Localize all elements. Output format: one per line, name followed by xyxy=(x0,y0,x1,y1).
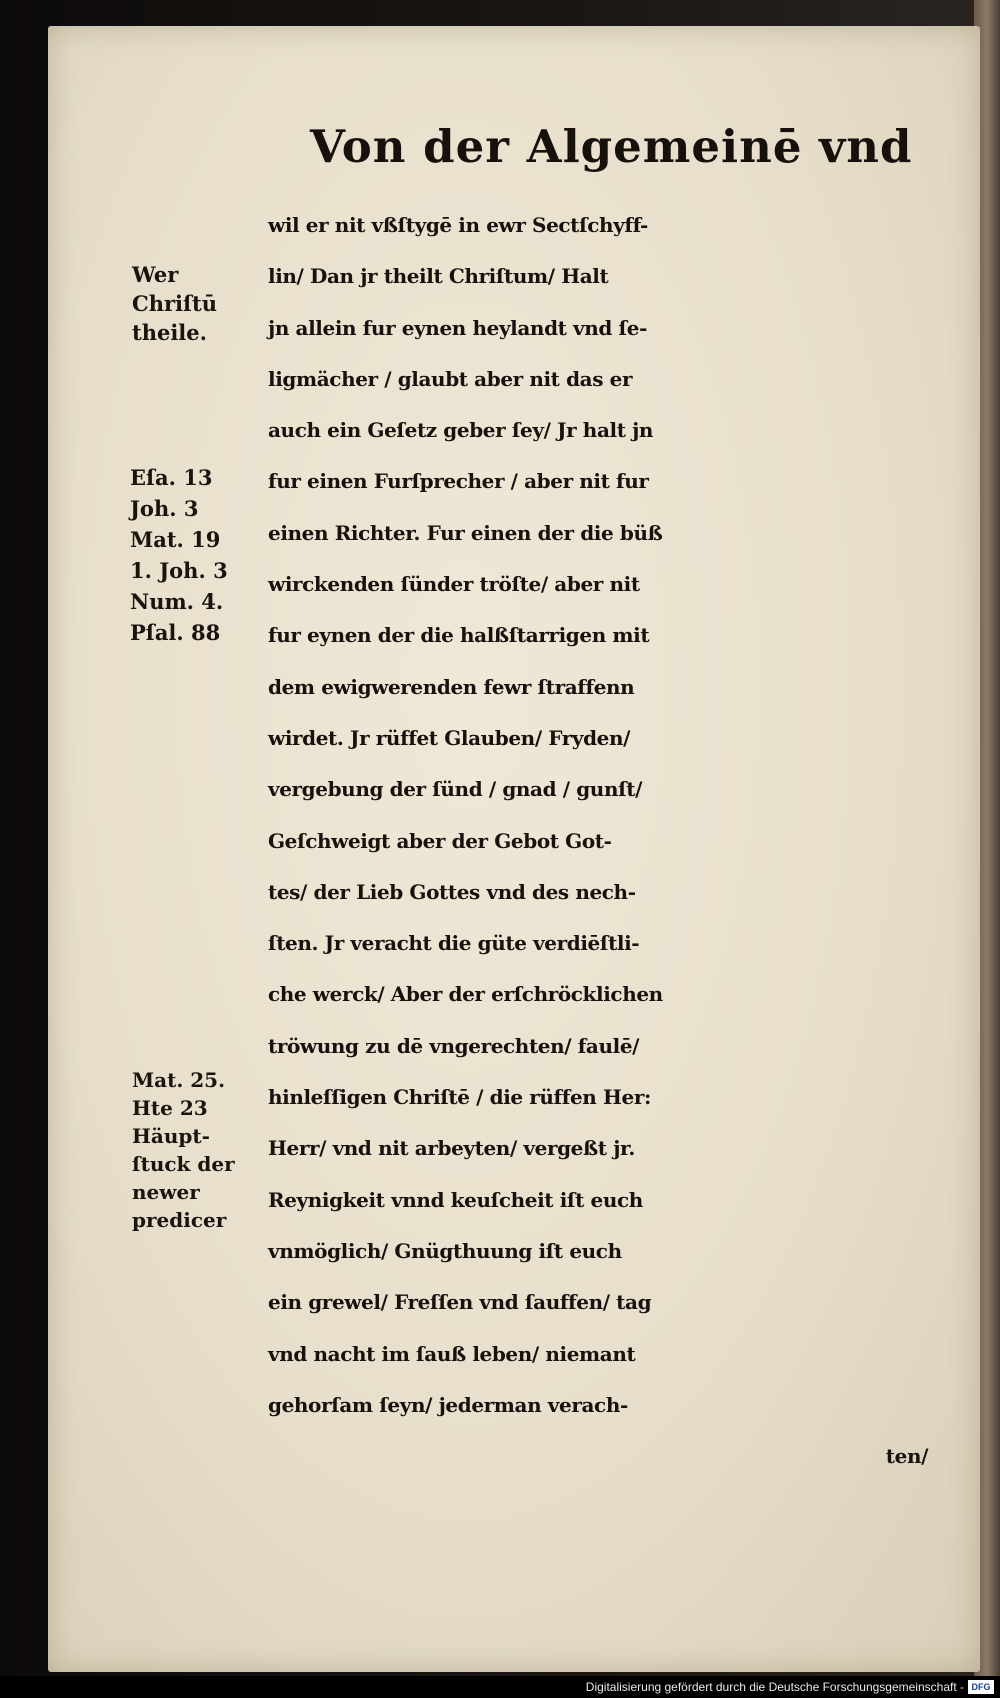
text-line: gehorſam ſeyn/ jederman verach- xyxy=(268,1392,628,1417)
margin-note-wer-christum xyxy=(132,260,217,347)
margin-note-line: Joh. 3 xyxy=(130,496,199,521)
running-title: Von der Algemeinē vnd xyxy=(310,120,913,173)
text-line: tes/ der Lieb Gottes vnd des nech- xyxy=(268,879,636,904)
margin-note-haupstuck xyxy=(132,1066,235,1234)
funding-notice: Digitalisierung gefördert durch die Deutsche Forschungsgemeinschaft - xyxy=(585,1680,964,1694)
text-line: che werck/ Aber der erſchröcklichen xyxy=(268,982,663,1007)
margin-note-line: predicer xyxy=(132,1208,227,1232)
text-line: wil er nit vßſtygē in ewr Sectſchyff- xyxy=(268,213,648,237)
text-line: vergebung der ſünd / gnad / gunſt/ xyxy=(268,777,643,802)
text-line: vnmöglich/ Gnügthuung iſt euch xyxy=(268,1238,622,1263)
text-line: wirckenden ſünder tröſte/ aber nit xyxy=(268,572,640,597)
text-line: dem ewigwerenden fewr ſtraffenn xyxy=(268,674,635,699)
text-line: ein grewel/ Freſſen vnd ſauffen/ tag xyxy=(268,1290,652,1315)
text-line: tröwung zu dē vngerechten/ faulē/ xyxy=(268,1033,640,1058)
margin-note-line: Hte 23 xyxy=(132,1096,208,1120)
text-line: ligmächer / glaubt aber nit das er xyxy=(268,366,633,391)
margin-note-line: Eſa. 13 xyxy=(130,465,213,490)
margin-note-line: Pſal. 88 xyxy=(130,620,221,645)
main-text-block xyxy=(268,200,958,1482)
margin-note-line: Wer xyxy=(132,262,179,287)
text-line: fur einen Furſprecher / aber nit fur xyxy=(268,469,649,494)
text-line-catchword: ten/ xyxy=(885,1444,928,1469)
margin-note-line: theile. xyxy=(132,320,207,345)
margin-note-line: Häupt- xyxy=(132,1124,210,1148)
margin-note-line: ſtuck der xyxy=(132,1152,235,1176)
text-line: jn allein fur eynen heylandt vnd ſe- xyxy=(268,315,647,340)
margin-note-line: Chriſtū xyxy=(132,291,218,316)
margin-note-line: 1. Joh. 3 xyxy=(130,558,228,583)
text-line: Reynigkeit vnnd keuſcheit iſt euch xyxy=(268,1187,643,1212)
digitization-footer xyxy=(0,1676,1000,1698)
text-line: ſten. Jr veracht die güte verdiēſtli- xyxy=(268,931,640,956)
text-line: hinleſſigen Chriſtē / die rüffen Her: xyxy=(268,1085,651,1110)
text-line: Geſchweigt aber der Gebot Got- xyxy=(268,828,612,853)
dfg-logo: DFG xyxy=(968,1680,994,1694)
margin-note-scripture-refs xyxy=(130,462,228,648)
text-line: lin/ Dan jr theilt Chriſtum/ Halt xyxy=(268,264,609,289)
text-line: fur eynen der die halßſtarrigen mit xyxy=(268,623,650,648)
margin-note-line: Num. 4. xyxy=(130,589,224,614)
margin-note-line: Mat. 25. xyxy=(132,1068,226,1092)
text-line: Herr/ vnd nit arbeyten/ vergeßt jr. xyxy=(268,1136,635,1161)
text-line: auch ein Geſetz geber ſey/ Jr halt jn xyxy=(268,418,654,443)
text-line: wirdet. Jr rüffet Glauben/ Fryden/ xyxy=(268,725,631,750)
margin-note-line: Mat. 19 xyxy=(130,527,221,552)
margin-note-line: newer xyxy=(132,1180,200,1204)
text-line: vnd nacht im ſauß leben/ niemant xyxy=(268,1341,636,1366)
text-line: einen Richter. Fur einen der die büß xyxy=(268,520,663,545)
